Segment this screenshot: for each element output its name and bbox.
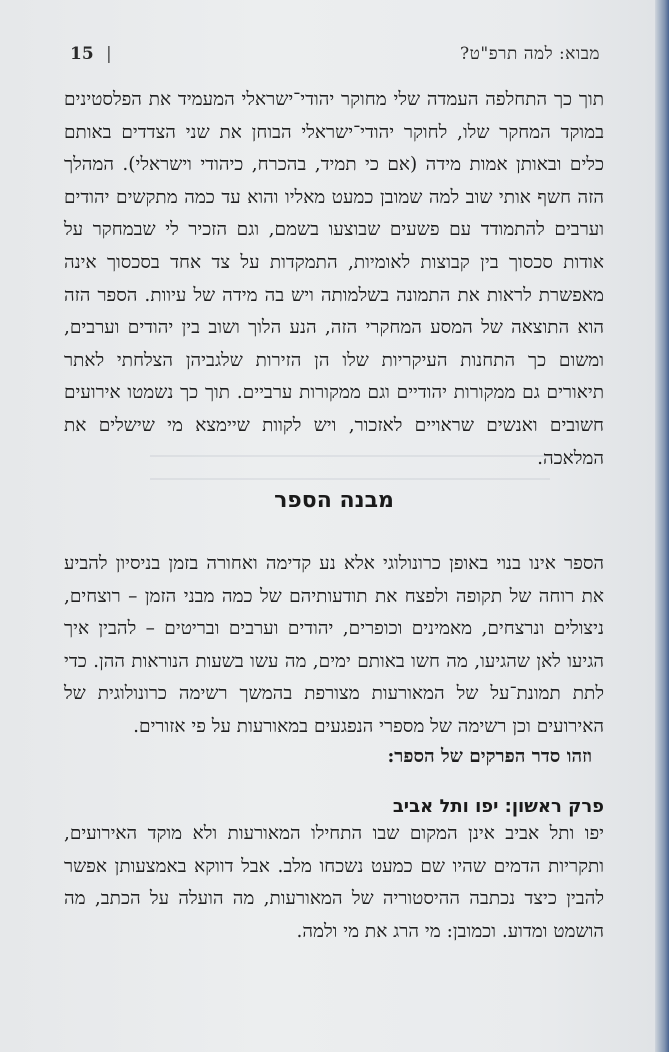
show-through-line [150, 455, 550, 457]
running-head-chapter: מבוא: למה תרפ"ט? [460, 44, 600, 64]
paragraph-2-text: הספר אינו בנוי באופן כרונולוגי אלא נע קדימה ואחורה בזמן בניסיון להביע את רוחה של תקופה ולפצח את תודעותיהם של כמה מבני הזמן – רוצחים, ניצולים ונרצחים, מאמינים וכופרים, יהודים וערבים ובריטים – להבין איך הגיעו לאן שהגיעו, מה חשו באותם ימים, מה עשו בשעות הנוראות ההן. כדי לתת תמונת־על של המאורעות מצורפת בהמשך רשימה כרונולוגית של האירועים וכן רשימה של מספרי הנפגעים במאורעות על פי אזורים. [64, 553, 604, 737]
section-heading: מבנה הספר [274, 488, 394, 513]
running-head [70, 40, 600, 70]
page-edge [655, 0, 669, 1052]
running-head-separator: | [106, 44, 112, 64]
paragraph-3-text: יפו ותל אביב אינן המקום שבו התחילו המאורעות ולא מוקד האירועים, ותקריות הדמים שהיו שם כמעט נשכחו מלב. אבל דווקא באמצעותן אפשר להבין כיצד נכתבה ההיסטוריה של המאורעות, מה הועלה על הכתב, מה הושמט ומדוע. וכמובן: מי הרג את מי ולמה. [64, 823, 604, 942]
chapter-1-title: פרק ראשון: יפו ותל אביב [392, 796, 604, 817]
chapter-order-line: וזהו סדר הפרקים של הספר: [387, 746, 592, 767]
paragraph-1-text: תוך כך התחלפה העמדה שלי מחוקר יהודי־ישראלי המעמיד את הפלסטינים במוקד המחקר שלו, לחוקר יהודי־ישראלי הבוחן את שני הצדדים באותם כלים ובאותן אמות מידה (אם כי תמיד, בהכרח, כיהודי וישראלי). המהלך הזה חשף אותי שוב למה שמובן כמעט מאליו והוא עד כמה מתקשים יהודים וערבים להתמודד עם פשעים שבוצעו בשמם, וגם הזכיר לי שבמחקר על אודות סכסוך בין קבוצות לאומיות, התמקדות על צד אחד בסכסוך אינה מאפשרת לראות את התמונה בשלמותה ויש בה מידה של עיוות. הספר הזה הוא התוצאה של המסע המחקרי הזה, הנע הלוך ושוב בין יהודים וערבים, ומשום כך התחנות העיקריות שלו הן הזירות שלגביהן הצלחתי לאתר תיאורים גם ממקורות יהודיים וגם ממקורות ערביים. תוך כך נשמטו אירועים חשובים ואנשים שראויים לאזכור, ויש לקוות שיימצא מי שישלים את המלאכה. [64, 89, 604, 469]
paragraph-2 [64, 548, 604, 744]
paragraph-1 [64, 84, 604, 475]
show-through-line [150, 478, 550, 480]
page-number: 15 [70, 44, 94, 64]
paragraph-3 [64, 818, 604, 948]
